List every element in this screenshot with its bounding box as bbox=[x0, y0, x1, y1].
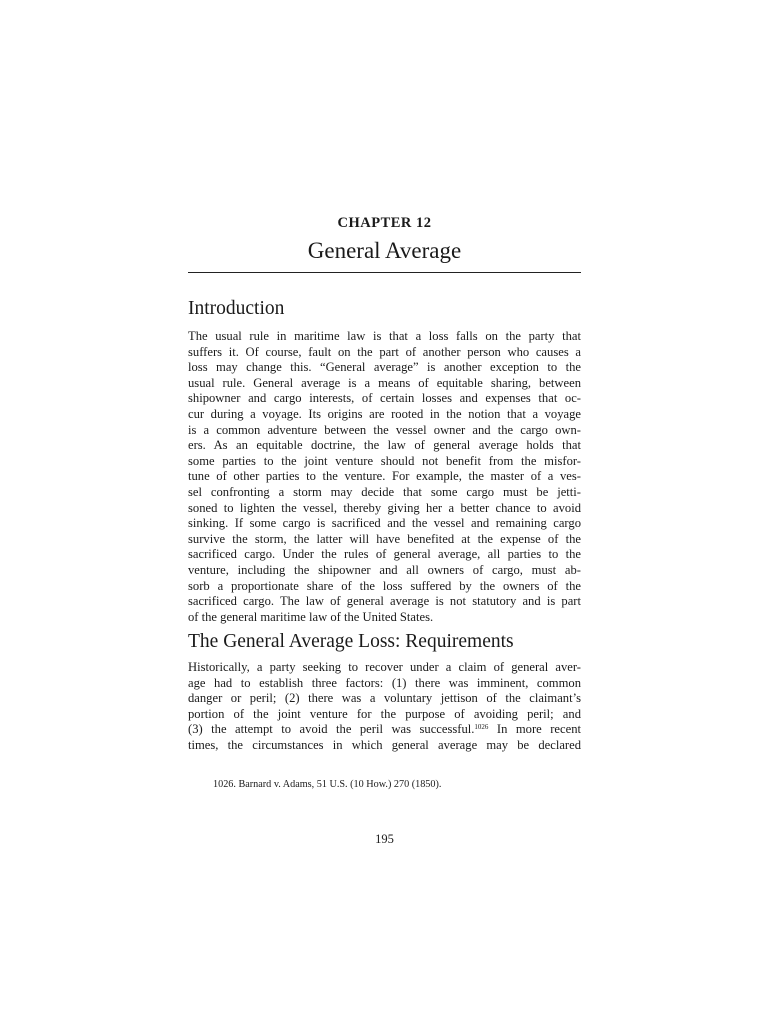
paragraph-line: sorb a proportionate share of the loss suffered by the owners of the bbox=[188, 578, 581, 593]
paragraph-line: portion of the joint venture for the purpose of avoiding peril; and bbox=[188, 706, 581, 721]
paragraph-line: Historically, a party seeking to recover under a claim of general aver- bbox=[188, 660, 581, 674]
paragraph-line: sacrificed cargo. Under the rules of general average, all parties to the bbox=[188, 547, 581, 562]
paragraph-line: of the general maritime law of the United States. bbox=[188, 609, 434, 624]
paragraph-line: soned to lighten the vessel, thereby giving her a better chance to avoid bbox=[188, 500, 581, 515]
chapter-title: General Average bbox=[307, 238, 462, 263]
chapter-label: CHAPTER 12 bbox=[337, 215, 432, 231]
section-heading-introduction: Introduction bbox=[188, 298, 285, 319]
page-number: 195 bbox=[375, 832, 394, 846]
paragraph-line: suffers it. Of course, fault on the part of another person who causes a bbox=[188, 344, 581, 359]
paragraph-line: survive the storm, the latter will have benefited at the expense of the bbox=[188, 531, 581, 546]
paragraph-introduction bbox=[188, 329, 581, 625]
paragraph-line: ers. As an equitable doctrine, the law of general average holds that bbox=[188, 438, 581, 453]
paragraph-line: sel confronting a storm may decide that some cargo must be jetti- bbox=[188, 484, 581, 499]
paragraph-requirements bbox=[188, 660, 581, 754]
paragraph-line: The usual rule in maritime law is that a loss falls on the party that bbox=[188, 329, 581, 343]
paragraph-line: sacrificed cargo. The law of general average is not statutory and is part bbox=[188, 594, 581, 609]
paragraph-line: danger or peril; (2) there was a voluntary jettison of the claimant’s bbox=[188, 691, 581, 706]
paragraph-line: age had to establish three factors: (1) there was imminent, common bbox=[188, 675, 581, 690]
paragraph-line: sinking. If some cargo is sacrificed and the vessel and remaining cargo bbox=[188, 516, 581, 531]
paragraph-line: tune of other parties to the venture. For example, the master of a ves- bbox=[188, 469, 581, 484]
book-page bbox=[188, 0, 581, 1024]
paragraph-line: shipowner and cargo interests, of certain losses and expenses that oc- bbox=[188, 391, 581, 406]
paragraph-line: some parties to the joint venture should not benefit from the misfor- bbox=[188, 453, 581, 468]
paragraph-line: venture, including the shipowner and all owners of cargo, must ab- bbox=[188, 562, 581, 577]
paragraph-line: loss may change this. “General average” is another exception to the bbox=[188, 360, 581, 375]
title-divider bbox=[188, 272, 581, 273]
footnote: 1026. Barnard v. Adams, 51 U.S. (10 How.) 270 (1850). bbox=[213, 779, 442, 790]
footnote-reference[interactable]: 1026 bbox=[474, 723, 489, 732]
line-text: (3) the attempt to avoid the peril was successful. bbox=[188, 722, 475, 737]
paragraph-line: usual rule. General average is a means of equitable sharing, between bbox=[188, 375, 581, 390]
paragraph-line: cur during a voyage. Its origins are rooted in the notion that a voyage bbox=[188, 406, 581, 421]
section-heading-requirements: The General Average Loss: Requirements bbox=[188, 631, 514, 652]
paragraph-line: times, the circumstances in which general average may be declared bbox=[188, 737, 581, 752]
paragraph-line bbox=[188, 722, 581, 738]
paragraph-line: is a common adventure between the vessel owner and the cargo own- bbox=[188, 422, 581, 437]
line-text: In more recent bbox=[488, 722, 581, 737]
